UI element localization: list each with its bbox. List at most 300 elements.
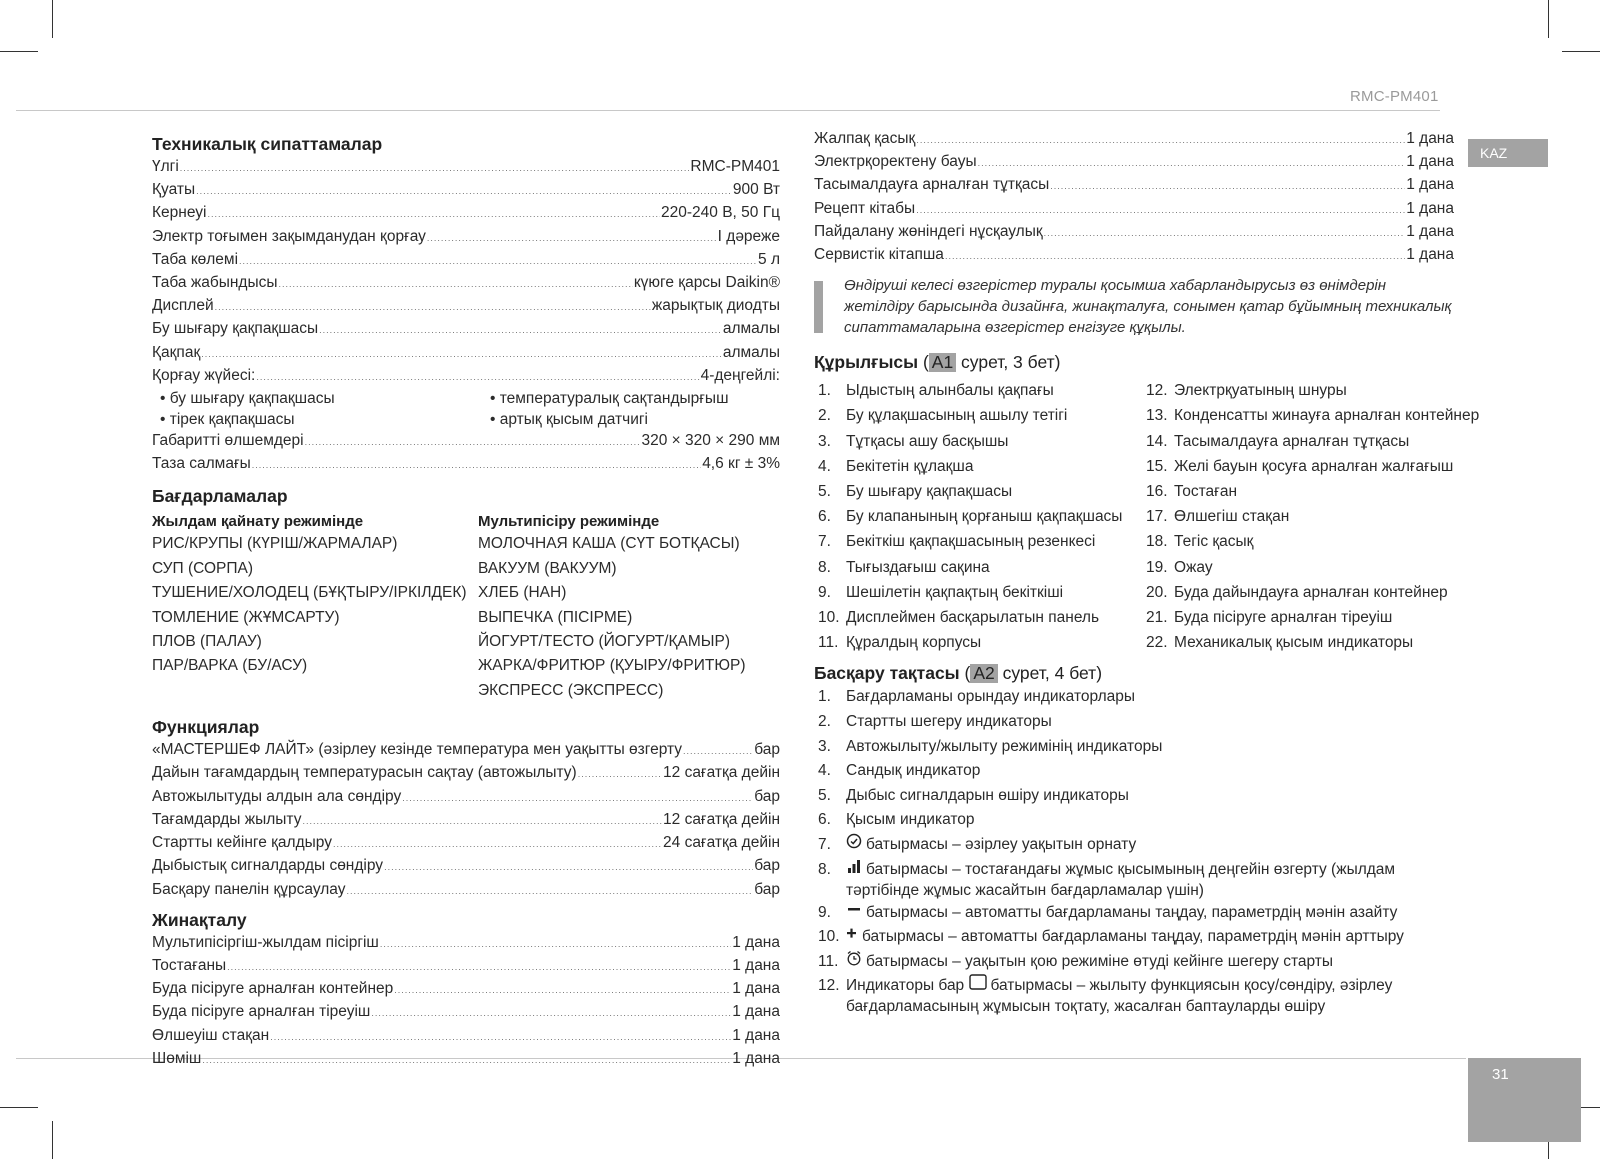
dot-leader <box>916 200 1405 221</box>
item-number: 11. <box>818 952 839 970</box>
function-row <box>152 832 780 855</box>
item-number: 19. <box>1146 558 1168 576</box>
structure-heading: Құрылғысы <box>814 352 919 373</box>
program-item: РИС/КРУПЫ (КҮРІШ/ЖАРМАЛАР) <box>152 535 398 553</box>
item-number: 21. <box>1146 609 1168 627</box>
package-row <box>814 128 1454 151</box>
right-column <box>814 128 1480 1017</box>
package-row-label: Рецепт кітабы <box>814 199 916 217</box>
package-row-value: 1 дана <box>1406 199 1454 217</box>
spec-row-label: Бу шығару қақпақшасы <box>152 320 319 338</box>
package-row-value: 1 дана <box>1406 246 1454 264</box>
functions-list <box>152 739 780 901</box>
spec-row-label: Дисплей <box>152 297 214 315</box>
item-description: батырмасы – уақытын қою режиміне өтуді кейінге шегеру старты <box>866 952 1334 970</box>
package-row <box>814 221 1454 244</box>
package-row-label: Жалпақ қасық <box>814 130 916 147</box>
item-text <box>846 685 1135 710</box>
package-row-label: Буда пісіруге арналған тіреуіш <box>152 1003 371 1021</box>
function-row-value: 12 сағатқа дейін <box>663 764 780 782</box>
item-text: Конденсатты жинауға арналған контейнер <box>1174 407 1480 425</box>
item-number: 5. <box>818 483 831 501</box>
item-number: 8. <box>818 558 831 576</box>
header-rule <box>16 110 1440 111</box>
item-description: батырмасы – жылыту функциясын қосу/сөндіру, әзірлеу бағдарламасының жұмысын тоқтату, жасалған баптауларды өшіру <box>846 977 1393 1016</box>
package-row <box>152 932 780 955</box>
package-row-label: Тасымалдауға арналған тұтқасы <box>814 176 1050 194</box>
function-row-value: бар <box>754 787 780 805</box>
program-item: ВАКУУМ (ВАКУУМ) <box>478 559 617 577</box>
item-number: 3. <box>818 737 831 755</box>
spec-row-label: Таза салмағы <box>152 455 251 473</box>
note-bar <box>814 281 823 333</box>
protection-item: • бу шығару қақпақшасы <box>160 388 490 409</box>
control-title <box>814 661 1454 685</box>
package-row-label: Тостағаны <box>152 956 227 974</box>
package-row-value: 1 дана <box>1406 153 1454 171</box>
spec-row-value: алмалы <box>722 343 780 361</box>
dot-leader <box>270 1027 731 1048</box>
package-row-label: Буда пісіруге арналған контейнер <box>152 980 394 998</box>
dot-leader <box>978 153 1406 174</box>
structure-ref-open: ( <box>922 352 929 373</box>
spec-row-value: 5 л <box>758 250 780 268</box>
protection-bullets <box>152 388 780 430</box>
structure-item <box>814 580 1142 605</box>
structure-item <box>814 378 1142 403</box>
dot-leader <box>394 980 731 1001</box>
spec-row <box>152 179 780 202</box>
item-text: Бекіткіш қақпақшасының резенкесі <box>846 533 1096 551</box>
item-description: батырмасы – автоматты бағдарламаны таңдау, параметрдің мәнін азайту <box>866 903 1398 921</box>
item-text: Шешілетін қақпақтың бекіткіші <box>846 583 1064 601</box>
spec-row <box>152 249 780 272</box>
dot-leader <box>239 251 757 272</box>
plus-icon <box>846 925 858 950</box>
control-item <box>814 685 1454 710</box>
protection-item: • температуралық сақтандырғыш <box>490 388 790 409</box>
programs-multicook-heading: Мультипісіру режимінде <box>478 513 660 531</box>
control-ref-rest: сурет, 4 бет) <box>997 663 1103 684</box>
dot-leader <box>207 204 660 225</box>
item-number: 2. <box>818 713 831 731</box>
spec-row-value: жарықтық диодты <box>651 297 780 315</box>
package-row-label: Шөміш <box>152 1049 202 1067</box>
dot-leader <box>256 367 699 388</box>
item-description: Қысым индикатор <box>846 811 975 829</box>
structure-title <box>814 350 1454 374</box>
dot-leader <box>252 455 701 476</box>
tech-specs-title: Техникалық сипаттамалар <box>152 134 383 154</box>
control-item <box>814 735 1454 760</box>
package-row-label: Электрқоректену бауы <box>814 153 977 171</box>
item-text: Тұтқасы ашу басқышы <box>846 432 1009 450</box>
function-row <box>152 739 780 762</box>
package-row <box>152 1025 780 1048</box>
item-text <box>846 901 1397 926</box>
dot-leader <box>227 957 731 978</box>
package-row <box>814 151 1454 174</box>
item-text: Тығыздағыш сақина <box>846 558 990 576</box>
item-number: 22. <box>1146 634 1168 652</box>
spec-row-label: Габаритті өлшемдері <box>152 432 304 450</box>
item-text: Механикалық қысым индикаторы <box>1174 634 1414 652</box>
functions-title: Функциялар <box>152 717 260 738</box>
dot-leader <box>578 764 662 785</box>
item-number: 13. <box>1146 407 1168 425</box>
item-number: 1. <box>818 382 831 400</box>
spec-row-value: RMC-PM401 <box>690 158 780 175</box>
item-description: Стартты шегеру индикаторы <box>846 713 1052 731</box>
item-number: 9. <box>818 583 831 601</box>
control-item <box>814 759 1454 784</box>
item-description: Бағдарламаны орындау индикаторлары <box>846 688 1136 706</box>
language-tab: KAZ <box>1468 139 1548 167</box>
function-row <box>152 762 780 785</box>
structure-item <box>814 403 1142 428</box>
item-number: 3. <box>818 432 831 450</box>
item-number: 5. <box>818 786 831 804</box>
item-text: Буда пісіруге арналған тіреуіш <box>1174 609 1393 627</box>
dot-leader <box>402 788 753 809</box>
function-row-label: Дайын тағамдардың температурасын сақтау (автожылыту) <box>152 764 577 782</box>
function-row <box>152 855 780 878</box>
item-text <box>846 925 1404 950</box>
function-row-label: Автожылытуды алдын ала сөндіру <box>152 787 402 805</box>
package-title: Жинақталу <box>152 909 247 930</box>
item-description: батырмасы – әзірлеу уақытын орнату <box>866 836 1137 854</box>
item-text: Ыдыстың алынбалы қақпағы <box>846 382 1054 400</box>
program-item: ЖАРКА/ФРИТЮР (ҚУЫРУ/ФРИТЮР) <box>478 657 746 675</box>
control-item <box>814 858 1454 901</box>
item-text <box>846 808 975 833</box>
program-item: ПАР/ВАРКА (БУ/АСУ) <box>152 657 308 675</box>
crop-mark <box>0 51 38 52</box>
dot-leader <box>683 741 753 762</box>
spec-row-label: Қақпақ <box>152 343 201 361</box>
spec-row <box>152 318 780 341</box>
dot-leader <box>916 130 1405 151</box>
structure-item <box>1142 454 1454 479</box>
control-list <box>814 685 1454 1017</box>
package-list-continued <box>814 128 1454 267</box>
package-row <box>814 244 1454 267</box>
item-number: 6. <box>818 508 831 526</box>
package-row <box>814 198 1454 221</box>
crop-mark <box>1548 0 1549 38</box>
package-row-value: 1 дана <box>732 1003 780 1021</box>
crop-mark <box>0 1107 38 1108</box>
function-row-label: Тағамдарды жылыту <box>152 810 302 828</box>
item-text <box>846 710 1052 735</box>
dot-leader <box>201 344 722 365</box>
spec-row-value: 4-деңгейлі: <box>700 366 780 384</box>
item-number: 20. <box>1146 583 1168 601</box>
spec-row-label: Таба көлемі <box>152 250 239 268</box>
function-row-label: Стартты кейінге қалдыру <box>152 834 332 852</box>
structure-item <box>1142 555 1454 580</box>
function-row <box>152 809 780 832</box>
item-number: 15. <box>1146 457 1168 475</box>
manufacturer-note <box>814 275 1454 338</box>
item-text <box>846 833 1136 858</box>
item-text <box>846 735 1162 760</box>
spec-row-value: 320 × 320 × 290 мм <box>641 432 780 450</box>
protection-item: • артық қысым датчигі <box>490 409 790 430</box>
square-button-icon <box>969 974 987 996</box>
item-number: 18. <box>1146 533 1168 551</box>
package-row-value: 1 дана <box>1406 130 1454 147</box>
program-item: ХЛЕБ (НАН) <box>478 584 567 602</box>
dot-leader <box>1044 223 1406 244</box>
programs-multicook-column <box>478 512 780 703</box>
package-row-label: Өлшеуіш стақан <box>152 1026 270 1044</box>
control-item <box>814 901 1454 926</box>
spec-row-value: алмалы <box>722 320 780 338</box>
dot-leader <box>319 320 722 341</box>
item-number: 8. <box>818 860 831 878</box>
structure-item <box>1142 479 1454 504</box>
item-description: Автожылыту/жылыту режимінің индикаторы <box>846 737 1163 755</box>
spec-row-label: Кернеуі <box>152 204 207 222</box>
function-row-value: 12 сағатқа дейін <box>663 810 780 828</box>
item-text: Бу құлақшасының ашылу тетігі <box>846 407 1068 425</box>
item-description: Дыбыс сигналдарын өшіру индикаторы <box>846 786 1129 804</box>
program-item: ТУШЕНИЕ/ХОЛОДЕЦ (БҰҚТЫРУ/ІРКІЛДЕК) <box>152 584 467 602</box>
item-text: Дисплеймен басқарылатын панель <box>846 609 1100 627</box>
programs-pressure-heading: Жылдам қайнату режимінде <box>152 513 364 531</box>
item-text: Өлшегіш стақан <box>1174 508 1290 526</box>
control-item <box>814 925 1454 950</box>
dot-leader <box>1050 176 1405 197</box>
control-item <box>814 784 1454 809</box>
item-number: 2. <box>818 407 831 425</box>
function-row <box>152 786 780 809</box>
programs-pressure-column <box>152 512 478 703</box>
left-column <box>152 128 780 1071</box>
item-number: 14. <box>1146 432 1168 450</box>
item-prefix: Индикаторы бар <box>846 977 969 995</box>
program-item: ЭКСПРЕСС (ЭКСПРЕСС) <box>478 681 664 699</box>
programs-grid <box>152 512 780 703</box>
dot-leader <box>427 228 717 249</box>
dot-leader <box>196 181 732 202</box>
control-ref-open: ( <box>964 663 971 684</box>
item-number: 4. <box>818 762 831 780</box>
spec-row-value: күюге қарсы Daikin® <box>633 274 780 292</box>
item-text: Буда дайындауға арналған контейнер <box>1174 583 1448 601</box>
crop-mark <box>1562 51 1600 52</box>
item-text: Электрқуатының шнуры <box>1174 382 1347 400</box>
structure-item <box>814 529 1142 554</box>
item-number: 11. <box>818 634 839 652</box>
package-row <box>152 978 780 1001</box>
item-number: 6. <box>818 811 831 829</box>
function-row-label: «МАСТЕРШЕФ ЛАЙТ» (әзірлеу кезінде температура мен уақытты өзгерту <box>152 741 683 759</box>
structure-item <box>1142 580 1454 605</box>
item-text: Ожау <box>1174 558 1213 576</box>
item-number: 12. <box>818 977 840 995</box>
package-row-value: 1 дана <box>1406 176 1454 194</box>
dot-leader <box>215 297 651 318</box>
program-item: ТОМЛЕНИЕ (ЖҰМСАРТУ) <box>152 608 340 626</box>
spec-row <box>152 295 780 318</box>
clock-icon <box>846 833 862 858</box>
item-number: 10. <box>818 928 840 946</box>
item-number: 9. <box>818 903 831 921</box>
figure-ref-a1: A1 <box>929 353 956 372</box>
dot-leader <box>384 857 753 878</box>
structure-ref-rest: сурет, 3 бет) <box>956 352 1061 373</box>
item-text <box>846 858 1454 901</box>
function-row-value: бар <box>754 741 780 759</box>
alarm-clock-icon <box>846 950 862 975</box>
function-row <box>152 879 780 902</box>
program-item: ЙОГУРТ/ТЕСТО (ЙОГУРТ/ҚАМЫР) <box>478 633 730 651</box>
structure-item <box>1142 504 1454 529</box>
dot-leader <box>380 934 731 955</box>
item-description: Сандық индикатор <box>846 762 981 780</box>
package-list <box>152 932 780 1071</box>
item-text: Бекітетін құлақша <box>846 457 974 475</box>
item-description: батырмасы – тостағандағы жұмыс қысымының деңгейін өзгерту (жылдам тәртібінде жұмыс жасайтын бағдарламалар үшін) <box>846 860 1396 899</box>
item-number: 12. <box>1146 382 1168 400</box>
spec-row <box>152 365 780 388</box>
structure-item <box>1142 378 1454 403</box>
dot-leader <box>945 246 1405 267</box>
spec-row <box>152 342 780 365</box>
item-text: Тегіс қасық <box>1174 533 1254 551</box>
spec-row <box>152 453 780 476</box>
minus-icon <box>846 901 862 926</box>
programs-title: Бағдарламалар <box>152 486 288 507</box>
item-text <box>846 950 1333 975</box>
package-row <box>152 1001 780 1024</box>
item-text <box>846 759 980 784</box>
package-row-value: 1 дана <box>732 933 780 951</box>
function-row-value: бар <box>754 880 780 898</box>
crop-mark <box>52 0 53 38</box>
structure-item <box>814 479 1142 504</box>
model-code: RMC-PM401 <box>1350 88 1439 105</box>
function-row-value: бар <box>754 857 780 875</box>
spec-row-label: Үлгі <box>152 158 179 175</box>
package-row-value: 1 дана <box>732 1026 780 1044</box>
item-number: 1. <box>818 688 831 706</box>
page-number: 31 <box>1468 1058 1581 1142</box>
item-number: 16. <box>1146 483 1168 501</box>
dot-leader <box>371 1003 731 1024</box>
structure-item <box>1142 605 1454 630</box>
item-number: 10. <box>818 609 840 627</box>
control-item <box>814 833 1454 858</box>
package-row <box>152 955 780 978</box>
spec-row-value: I дәреже <box>717 227 780 245</box>
spec-row <box>152 272 780 295</box>
control-item <box>814 710 1454 735</box>
spec-row-label: Қорғау жүйесі: <box>152 366 256 384</box>
spec-row-label: Таба жабындысы <box>152 274 278 292</box>
control-item <box>814 950 1454 975</box>
spec-row <box>152 430 780 453</box>
program-item: МОЛОЧНАЯ КАША (СҮТ БОТҚАСЫ) <box>478 535 740 553</box>
function-row-label: Дыбыстық сигналдарды сөндіру <box>152 857 384 875</box>
package-row-label: Мультипісіргіш-жылдам пісіргіш <box>152 933 379 951</box>
structure-item <box>814 504 1142 529</box>
item-text: Бу клапанының қорғаныш қақпақшасы <box>846 508 1123 526</box>
dot-leader <box>180 158 690 179</box>
control-item <box>814 974 1454 1017</box>
dot-leader <box>302 811 662 832</box>
function-row-label: Басқару панелін құрсаулау <box>152 880 346 898</box>
dot-leader <box>305 432 641 453</box>
program-item: СУП (СОРПА) <box>152 559 254 577</box>
dot-leader <box>202 1050 731 1071</box>
item-text: Тостаған <box>1174 483 1238 501</box>
item-text <box>846 784 1129 809</box>
structure-item <box>814 454 1142 479</box>
protection-item: • тірек қақпақшасы <box>160 409 490 430</box>
figure-ref-a2: A2 <box>970 664 997 683</box>
item-text <box>846 974 1454 1017</box>
control-heading: Басқару тақтасы <box>814 663 960 684</box>
spec-row <box>152 156 780 179</box>
structure-item <box>1142 630 1454 655</box>
item-number: 7. <box>818 836 831 854</box>
pressure-level-icon <box>846 858 862 880</box>
package-row <box>152 1048 780 1071</box>
item-number: 4. <box>818 457 831 475</box>
function-row-value: 24 сағатқа дейін <box>663 834 780 852</box>
structure-item <box>814 630 1142 655</box>
package-row-label: Сервистік кітапша <box>814 246 944 264</box>
item-text: Тасымалдауға арналған тұтқасы <box>1174 432 1410 450</box>
item-number: 7. <box>818 533 831 551</box>
spec-row-value: 220-240 В, 50 Гц <box>661 204 780 222</box>
item-text: Құралдың корпусы <box>846 634 982 652</box>
package-row-value: 1 дана <box>732 1049 780 1067</box>
item-number: 17. <box>1146 508 1168 526</box>
item-text: Бу шығару қақпақшасы <box>846 483 1013 501</box>
structure-list <box>814 378 1480 655</box>
dot-leader <box>333 834 662 855</box>
structure-item <box>814 429 1142 454</box>
spec-row <box>152 202 780 225</box>
structure-item <box>1142 403 1480 428</box>
crop-mark <box>52 1121 53 1159</box>
tech-specs-list <box>152 156 780 388</box>
control-item <box>814 808 1454 833</box>
dot-leader <box>278 274 632 295</box>
package-row-value: 1 дана <box>1406 222 1454 240</box>
structure-item <box>814 555 1142 580</box>
package-row-label: Пайдалану жөніндегі нұсқаулық <box>814 222 1043 240</box>
package-row <box>814 174 1454 197</box>
spec-row-label: Электр тоғымен зақымданудан қорғау <box>152 227 426 245</box>
package-row-value: 1 дана <box>732 956 780 974</box>
tech-specs-list-2 <box>152 430 780 476</box>
package-row-value: 1 дана <box>732 980 780 998</box>
spec-row-label: Қуаты <box>152 181 196 199</box>
structure-item <box>814 605 1142 630</box>
spec-row-value: 900 Вт <box>732 181 780 199</box>
structure-item <box>1142 529 1454 554</box>
note-text: Өндіруші келесі өзгерістер туралы қосымша хабарландырусыз өз өнімдерін жетілдіру барысында дизайнға, жинақталуға, сонымен қатар бұйымның техникалық сипаттамаларына өзгерістер енгізуге құқылы. <box>844 277 1452 337</box>
item-text: Желі бауын қосуға арналған жалғағыш <box>1174 457 1454 475</box>
dot-leader <box>346 881 753 902</box>
structure-item <box>1142 429 1454 454</box>
program-item: ВЫПЕЧКА (ПІСІРМЕ) <box>478 608 633 626</box>
